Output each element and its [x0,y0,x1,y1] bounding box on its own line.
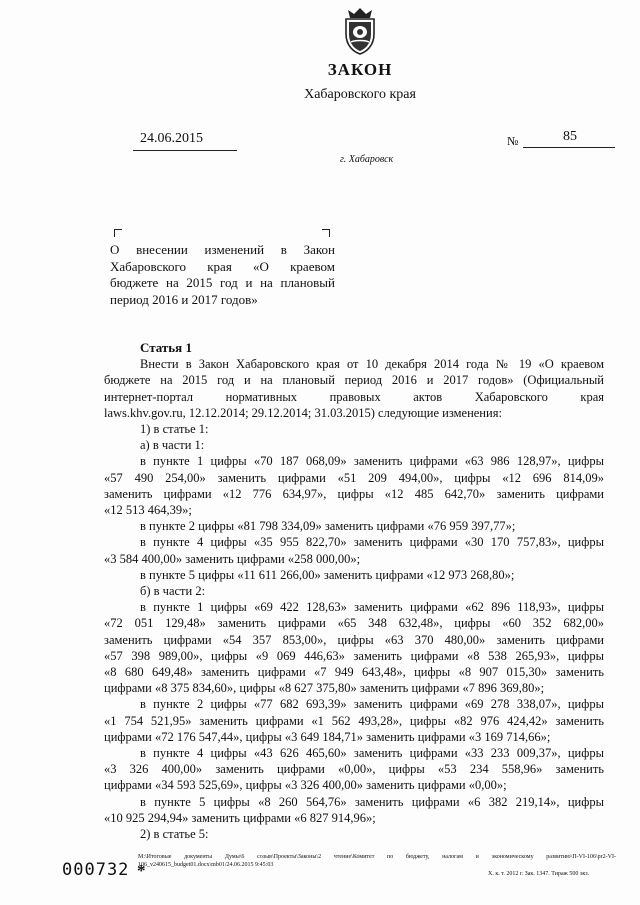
article-line: бюджете на 2015 год и на плановый период 2016 и 2017 годов» (Официальный [104,373,604,388]
article-line: в пункте 5 цифры «11 611 266,00» заменить цифрами «12 973 268,80»; [140,567,515,582]
article-line: заменить цифрами «12 776 634,97», цифры «12 485 642,70» заменить цифрами [104,486,604,501]
subject-line: период 2016 и 2017 годов» [110,291,258,307]
article-line: 2) в статье 5: [140,827,209,842]
subject-line: бюджете на 2015 год и на плановый [110,275,335,291]
article-line: в пункте 4 цифры «35 955 822,70» заменить цифрами «30 170 757,83», цифры [140,535,604,550]
document-stamp-number: 000732 [62,860,130,880]
article-line: интернет-портал нормативных правовых актов Хабаровского края [104,389,604,404]
article-line: «57 490 254,00» заменить цифрами «51 209 494,00», цифры «12 696 814,09» [104,470,604,485]
article-line: в пункте 1 цифры «70 187 068,09» заменить цифрами «63 986 128,97», цифры [140,454,604,469]
subject-bracket-left [114,229,122,237]
file-path-line: М:\Итоговые документы Думы\6 созыв\Проекты\Законы\2 чтение\Комитет по бюджету, налогам и экономическому развитию\П-VI-106\pr2-VI- [138,854,616,860]
law-number: 85 [563,129,577,144]
article-line: «8 680 649,48» заменить цифрами «7 949 643,48», цифры «8 907 015,30» заменить [104,665,604,680]
article-line: в пункте 5 цифры «8 260 564,76» заменить цифрами «6 382 219,14», цифры [140,794,604,809]
subject-line: Хабаровского края «О краевом [110,258,335,274]
article-line: цифрами «72 176 547,44», цифры «3 649 184,71» заменить цифрами «3 169 714,66»; [104,729,551,744]
article-lines [104,356,604,842]
article-line: «12 513 464,39»; [104,503,192,518]
print-info: Х. к. т. 2012 г. Зак. 1347. Тираж 500 экз. [488,871,590,877]
article-line: «1 754 521,95» заменить цифрами «1 562 493,28», цифры «82 976 424,42» заменить [104,713,604,728]
article-line: в пункте 2 цифры «77 682 693,39» заменить цифрами «69 278 338,07», цифры [140,697,604,712]
city: г. Хабаровск [340,154,394,165]
article-line: в пункте 4 цифры «43 626 465,60» заменить цифрами «33 233 009,37», цифры [140,746,604,761]
article-line: б) в части 2: [140,584,206,599]
law-subtitle: Хабаровского края [304,87,416,102]
article-title: Статья 1 [140,340,192,355]
file-path-footer [138,853,616,869]
file-path-line: 106_v240615_budget01.docx\mb01/24.06.2015 9:45:03 [138,862,274,868]
article-line: в пункте 1 цифры «69 422 128,63» заменить цифрами «62 896 118,93», цифры [140,600,604,615]
coat-of-arms-emblem [338,4,382,56]
subject-line: О внесении изменений в Закон [110,242,335,257]
article-line: цифрами «34 593 525,69», цифры «3 326 400,00» заменить цифрами «0,00»; [104,778,507,793]
date-underline [133,150,237,151]
number-sign: № [507,134,519,148]
number-underline [523,147,615,148]
article-line: заменить цифрами «54 357 853,00», цифры «63 370 480,00» заменить цифрами [104,632,604,647]
law-subject [110,242,335,308]
law-title: ЗАКОН [327,60,393,79]
article-line: а) в части 1: [140,438,205,453]
article-line: цифрами «8 375 834,60», цифры «8 627 375,80» заменить цифрами «7 896 369,80»; [104,681,545,696]
article-line: «57 398 989,00», цифры «9 069 446,63» заменить цифрами «8 538 265,93», цифры [104,648,604,663]
law-date: 24.06.2015 [140,131,203,146]
article-line: в пункте 2 цифры «81 798 334,09» заменить цифрами «76 959 397,77»; [140,519,516,534]
article-line: «72 051 129,48» заменить цифрами «65 348 632,48», цифры «60 352 682,00» [104,616,604,631]
asterisk-mark: * [137,861,146,880]
article-line: «3 326 400,00» заменить цифрами «0,00», цифры «53 234 558,96» заменить [104,762,604,777]
article-body [104,340,604,842]
article-line: 1) в статье 1: [140,422,209,437]
subject-bracket-right [322,229,330,237]
article-line: Внести в Закон Хабаровского края от 10 декабря 2014 года № 19 «О краевом [140,357,604,372]
article-line: «10 925 294,94» заменить цифрами «6 827 914,96»; [104,810,376,825]
article-line: laws.khv.gov.ru, 12.12.2014; 29.12.2014; 31.03.2015) следующие изменения: [104,405,502,420]
article-line: «3 584 400,00» заменить цифрами «258 000,00»; [104,551,361,566]
